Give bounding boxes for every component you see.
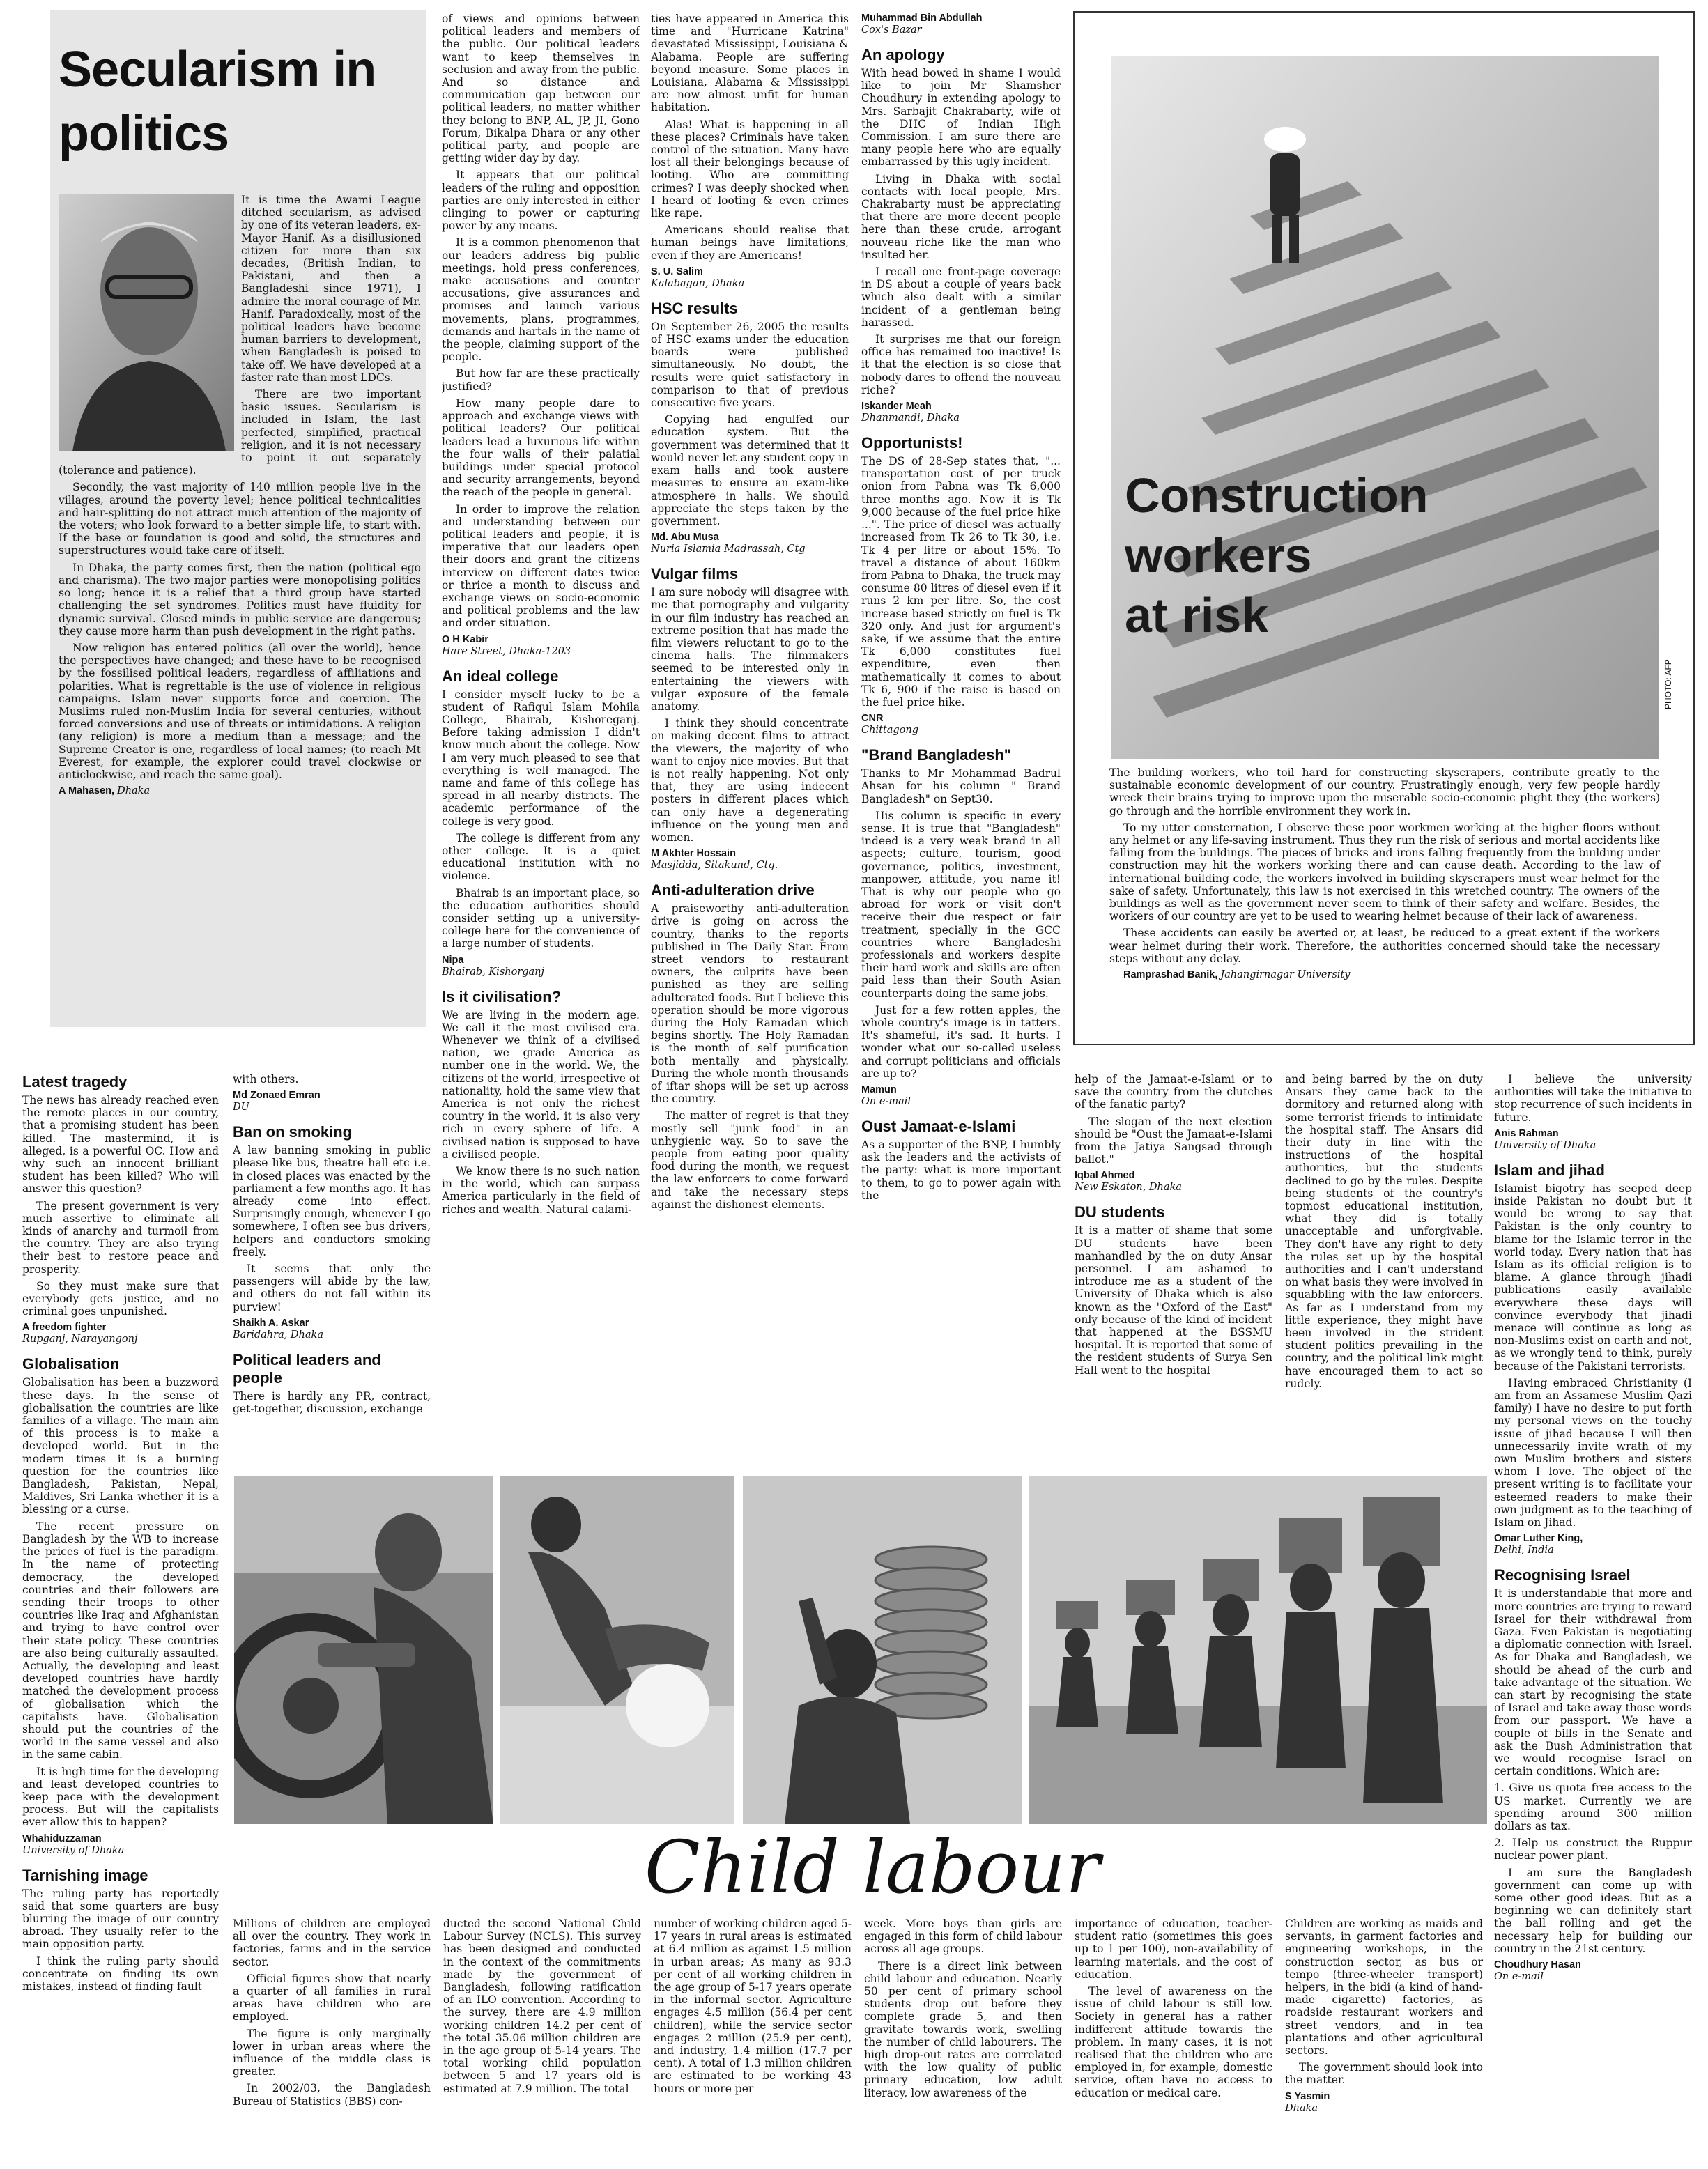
letter-paragraph: A praiseworthy anti-adulteration drive is going on across the country, thanks to the reports published in The Daily Star. From street vendors to restaurant owners, the culprits have been punished as they are selling adulterated foods. But I believe this operation should be more vigorous during the Holy Ramadan which begins shortly. The Holy Ramadan is the month of self purification both mentally and physically. During the whole month thousands of iftar shops will be set up across the country. xyxy=(651,902,849,1106)
letter-signature: Nipa xyxy=(442,954,464,966)
letter-paragraph: It appears that our political leaders of the ruling and opposition parties are only interested in either clinging to power or capturing power by any means. xyxy=(442,169,640,233)
child-labour-title: Child labour xyxy=(645,1825,1100,1910)
letter-paragraph: Bhairab is an important place, so the education authorities should consider setting up a university-college here for the convenience of a large number of students. xyxy=(442,886,640,950)
letter-paragraph: The ruling party has reportedly said that some quarters are busy blurring the image of our country abroad. They usually refer to the main opposition party. xyxy=(22,1887,219,1951)
letters-column-5 xyxy=(861,13,1061,1434)
letter-paragraph: With head bowed in shame I would like to join Mr Shamsher Choudhury in extending apology to Mrs. Sarbajit Chakrabarty, wife of the DHC of Indian High Commission. I am sure there are many people here who are equally embarrassed by this ugly incident. xyxy=(861,67,1061,169)
letter-paragraph: We know there is no such nation in the world, which can surpass America particularly in the field of riches and wealth. Natural calami- xyxy=(442,1165,640,1216)
letter-paragraph: His column is specific in every sense. It is true that "Bangladesh" indeed is a very weak brand in all aspects; culture, tourism, good governance, politics, investment, manpower, attitude, you name it! That is why our people who go abroad for work or visit don't receive their due respect or fair treatment, specially in the GCC countries where Bangladeshi professionals and workers despite their hard work and skills are often paid less than their South Asian counterparts doing the same jobs. xyxy=(861,809,1061,1000)
letter-location: Kalabagan, Dhaka xyxy=(651,277,745,289)
child-labour-photo-2 xyxy=(500,1476,734,1824)
letter-paragraph: It surprises me that our foreign office has remained too inactive! Is it that the election is so close that nobody dares to offend the nouveau riche? xyxy=(861,333,1061,396)
letter-location: Dhanmandi, Dhaka xyxy=(861,412,960,424)
letter-paragraph: I think they should concentrate on making decent films to attract the viewers, the majority of who want to enjoy nice movies. But that is not really happening. Not only that, they are using indecent posters in different places which can only have a degenerating influence on the young men and women. xyxy=(651,717,849,844)
letter-paragraph: How many people dare to approach and exchange views with political leaders? Our political leaders lead a luxurious life within the four walls of their palatial buildings under special protocol and security arrangements, beyond the reach of the people in general. xyxy=(442,396,640,499)
letter-paragraph: I am sure the Bangladesh government can come up with some other good ideas. But as a beginning we can definitely start the ball rolling and get the necessary help for building our country in the 21st century. xyxy=(1494,1866,1692,1955)
construction-headline-line-1: Construction xyxy=(1125,468,1429,523)
letter-heading: Tarnishing image xyxy=(22,1866,148,1884)
letter-paragraph: The present government is very much assertive to eliminate all kinds of anarchy and turmoil from the country. They are also trying their best to restore peace and prosperity. xyxy=(22,1199,219,1276)
letters-column-7 xyxy=(1494,1073,1692,2167)
secularism-paragraph: There are two important basic issues. Secularism is included in Islam, the last perfected, simplified, practical religion, and it is not necessary to point it out separately (tolerance and patience). xyxy=(59,388,421,477)
letter-signature: S. U. Salim xyxy=(651,265,703,277)
letter-heading: Political leaders and people xyxy=(233,1350,381,1387)
construction-box xyxy=(1073,11,1695,1045)
letter-paragraph: Having embraced Christianity (I am from an Assamese Muslim Qazi family) I have no desire to put forth my personal views on the touchy issue of jihad because I will then unnecessarily invite wrath of my own Muslim brothers and sisters whom I love. The object of the present writing is to facilitate your esteemed readers to make their own judgment as to the teaching of Islam on Jihad. xyxy=(1494,1376,1692,1529)
letter-paragraph: 1. Give us quota free access to the US market. Currently we are spending around 300 million dollars as tax. xyxy=(1494,1782,1692,1832)
child-labour-paragraph: The level of awareness on the issue of child labour is still low. Society in general has a rather indifferent attitude towards the problem. In many cases, it is not realised that the children who are employed in, for example, domestic service, often have no access to education or medical care. xyxy=(1075,1985,1272,2099)
letter-paragraph: and being barred by the on duty Ansars they came back to the dormitory and returned along with some terrorist friends to intimidate the hospital staff. The Ansars did their duty in line with the instructions of the hospital authorities, but the students declined to go by the rules. Despite being students of the country's topmost educational institution, what they did is totally unacceptable and unforgivable. They don't have any right to defy the rules set up by the hospital authorities and I can't understand on what basis they were involved in squabbling with the law enforcers. As far as I understand from my little experience, they might have been involved in the strident student politics prevailing in the country, and the political link might have encouraged them to act so rudely. xyxy=(1285,1073,1483,1390)
letter-signature: Md. Abu Musa xyxy=(651,532,719,543)
construction-paragraph: To my utter consternation, I observe these poor workmen working at the higher floors without any helmet or any life-saving instrument. Thus they run the risk of serious and mortal accidents like falling from the buildings. The pieces of bricks and irons falling frequently from the building under construction may hit the workers working there and can cause death. According to the law of international building code, the workers involved in building skyscrapers must wear helmet for the sake of safety. Unfortunately, this law is not exercised in this wretched country. The owners of the buildings as well as the government never seem to think of their safety and welfare. Besides, the workers of our country are yet to be used to wearing helmet because of their lack of awareness. xyxy=(1109,821,1660,923)
letter-paragraph: The DS of 28-Sep states that, "... transportation cost of per truck onion from Pabna was Tk 6,000 three months ago. Now it is Tk 9,000 because of the fuel price hike ...". The price of diesel was actually increased from Tk 26 to Tk 30, i.e. Tk 4 per litre or about 15%. To travel a distance of about 160km from Pabna to Dhaka, the truck may consume 80 litres of diesel even if it runs 2 km per litre. So, the cost increase based strictly on fuel is Tk 320 only. And just for argument's sake, if we assume that the entire Tk 6,000 constitutes fuel expenditure, even then mathematically it comes to about Tk 6, 900 if the raise is based on the fuel price hike. xyxy=(861,455,1061,709)
child-labour-location: Dhaka xyxy=(1285,2102,1318,2114)
child-labour-paragraph: Children are working as maids and servants, in garment factories and engineering workshops, in the construction sector, as bus or tempo (three-wheeler transport) helpers, in the bidi (a kind of hand-made cigarette) factories, as roadside restaurant workers and street vendors, and in tea plantations and other agricultural sectors. xyxy=(1285,1917,1483,2058)
construction-paragraph: These accidents can easily be averted or, at least, be reduced to a great extent if the workers wear helmet during their work. Therefore, the authorities concerned should take the necessary steps without any delay. xyxy=(1109,927,1660,965)
letter-signature: Omar Luther King, xyxy=(1494,1533,1583,1545)
letter-paragraph: The recent pressure on Bangladesh by the WB to increase the prices of fuel is the paradigm. In the name of protecting democracy, the developed countries and their followers are sending their troops to other countries like Iraq and Afghanistan and trying to have control over their state policy. These countries are also being culturally assaulted. Actually, the developing and least developed countries have hardly matched the development process of globalisation which the capitalists have. Globalisation should put the countries of the world in the same vessel and also in the same cabin. xyxy=(22,1520,219,1761)
letter-paragraph: Living in Dhaka with social contacts with local people, Mrs. Chakrabarty must be appreciating that there are more decent people here than these crude, arrogant nouveau riche like the man who insulted her. xyxy=(861,172,1061,261)
construction-headline xyxy=(1125,465,1429,645)
letter-signature: Md Zonaed Emran xyxy=(233,1090,321,1102)
child-labour-column xyxy=(443,1917,641,2099)
child-labour-column xyxy=(1285,1917,1483,2120)
letter-signature: Iskander Meah xyxy=(861,401,932,412)
letter-heading: Vulgar films xyxy=(651,565,739,583)
child-labour-paragraph: week. More boys than girls are engaged in this form of child labour across all age groups. xyxy=(864,1917,1062,1956)
letter-paragraph: Alas! What is happening in all these places? Criminals have taken control of the situation. Many have lost all their belongings because of looting. Who are committing crimes? I was deeply shocked when I heard of looting & even crimes like rape. xyxy=(651,118,849,220)
letter-location: New Eskaton, Dhaka xyxy=(1075,1182,1182,1194)
child-labour-paragraph: Official figures show that nearly a quarter of all families in rural areas have children who are employed. xyxy=(233,1972,431,2023)
letter-paragraph: I believe the university authorities will take the initiative to stop recurrence of such incidents in future. xyxy=(1494,1073,1692,1124)
letter-location: University of Dhaka xyxy=(22,1844,125,1856)
letter-paragraph: It is high time for the developing and least developed countries to keep pace with the development process. But will the capitalists ever allow this to happen? xyxy=(22,1765,219,1829)
letter-paragraph: Thanks to Mr Mohammad Badrul Ahsan for his column " Brand Bangladesh" on Sept30. xyxy=(861,767,1061,805)
letter-signature: Muhammad Bin Abdullah xyxy=(861,13,983,24)
child-labour-column xyxy=(1075,1917,1272,2104)
letter-signature: M Akhter Hossain xyxy=(651,848,736,860)
secularism-location: Dhaka xyxy=(117,785,151,797)
construction-headline-line-2: workers xyxy=(1125,528,1312,582)
letter-paragraph: There is hardly any PR, contract, get-together, discussion, exchange xyxy=(233,1389,431,1416)
letter-paragraph: Islamist bigotry has seeped deep inside Pakistan no doubt but it would be wrong to say that Pakistan is the only country to blame for the Islamic terror in the world today. Every nation that has Islam as its official religion is to blame. A glance through jihadi publications easily available everywhere these days will convince everybody that jihadi menace will continue as long as non-Muslims exist on earth and not, as we wrongly tend to think, purely because of the Pakistani terrorists. xyxy=(1494,1182,1692,1373)
letter-paragraph: with others. xyxy=(233,1073,299,1086)
letter-paragraph: It is a matter of shame that some DU students have been manhandled by the on duty Ansar personnel. I am ashamed to introduce me as a student of the University of Dhaka which is also known as the "Oxford of the East" only because of the kind of incident that happened at the BSSMU hospital. It is reported that some of the resident students of Surya Sen Hall went to the hospital xyxy=(1075,1224,1272,1377)
letter-paragraph: The news has already reached even the remote places in our country, that a promising student has been killed. The mastermind, it is alleged, is a powerful OC. How and why such an innocent brilliant student has been killed? Who will answer this question? xyxy=(22,1094,219,1196)
letter-location: Chittagong xyxy=(861,725,919,736)
letter-paragraph: Globalisation has been a buzzword these days. In the sense of globalisation the countries are like families of a village. The main aim of this process is to make a developed world. But in the modern times it is a burning question for the countries like Bangladesh, Pakistan, Nepal, Maldives, Sri Lanka whether it is a blessing or a curse. xyxy=(22,1376,219,1516)
letter-location: Cox's Bazar xyxy=(861,24,922,36)
secularism-title: Secularism in politics xyxy=(59,42,376,162)
secularism-paragraph: It is time the Awami League ditched secularism, as advised by one of its veteran leaders, ex-Mayor Hanif. As a disillusioned citizen for more than six decades, (British Indian, to Pakistani, and then a Bangladeshi since 1971), I admire the moral courage of Mr. Hanif. Paradoxically, most of the political leaders have become human barriers to development, when Bangladesh is poised to take off. We have developed at a faster rate than most LDCs. xyxy=(241,194,421,384)
child-labour-paragraph: Millions of children are employed all over the country. They work in factories, farms and in the service sector. xyxy=(233,1917,431,1968)
letter-paragraph: 2. Help us construct the Ruppur nuclear power plant. xyxy=(1494,1837,1692,1862)
secularism-author: A Mahasen, xyxy=(59,785,115,797)
child-labour-paragraph: There is a direct link between child labour and education. Nearly 50 per cent of primary school students drop out before they complete grade 5, and then gravitate towards work, swelling the number of child labourers. The high drop-out rates are correlated with the low quality of public primary education, low adult literacy, low awareness of the xyxy=(864,1959,1062,2099)
letter-paragraph: It is understandable that more and more countries are trying to reward Israel for their withdrawal from Gaza. Even Pakistan is negotiating a diplomatic connection with Israel. As for Dhaka and Bangladesh, we should be ahead of the curb and take advantage of the situation. We can start by recognising the state of Israel and take away those words from our passport. We have a couple of bills in the Senate and ask the Bush Administration that we would recognise Israel on certain conditions. Which are: xyxy=(1494,1587,1692,1778)
letter-location: Rupganj, Narayangonj xyxy=(22,1334,138,1345)
secularism-paragraph: In Dhaka, the party comes first, then the nation (political ego and charisma). The two major parties were monopolising politics so long; hence it is a relief that a third group have started challenging the set syndromes. Politics must have fluidity for dynamic survival. Closed minds in public service are dangerous; they cause more harm than push development in the right paths. xyxy=(59,561,421,638)
child-labour-photo-3 xyxy=(743,1476,1022,1824)
letter-signature: Anis Rahman xyxy=(1494,1127,1559,1139)
letter-heading: Oust Jamaat-e-Islami xyxy=(861,1118,1016,1136)
child-labour-paragraph: importance of education, teacher-student ratio (sometimes this goes up to 1 per 100), non-availability of learning materials, and the cost of education. xyxy=(1075,1917,1272,1981)
construction-photo xyxy=(1111,56,1659,759)
child-labour-photo-4 xyxy=(1029,1476,1487,1824)
letter-paragraph: I recall one front-page coverage in DS about a couple of years back which also dealt with a similar incident of a gentleman being harassed. xyxy=(861,265,1061,329)
letter-paragraph: So they must make sure that everybody gets justice, and no criminal goes unpunished. xyxy=(22,1279,219,1318)
letter-paragraph: I am sure nobody will disagree with me that pornography and vulgarity in our film industry has reached an extreme position that has made the film viewers reluctant to go to the cinema halls. The filmmakers seemed to be interested only in entertaining the viewers with vulgar exposure of the female anatomy. xyxy=(651,586,849,713)
letters-column-3 xyxy=(442,13,640,1434)
letter-paragraph: In order to improve the relation and understanding between our political leaders and people, it is imperative that our leaders open their doors and grant the citizens interview on different dates twice or thrice a month to discuss and exchange views on socio-economic and political problems and the law and order situation. xyxy=(442,502,640,630)
construction-location: Jahangirnagar University xyxy=(1220,969,1351,981)
letter-heading: DU students xyxy=(1075,1203,1165,1221)
letter-paragraph: help of the Jamaat-e-Islami or to save the country from the clutches of the fanatic party? xyxy=(1075,1073,1272,1111)
child-labour-paragraph: The government should look into the matter. xyxy=(1285,2061,1483,2087)
letters-column-2 xyxy=(233,1073,431,1435)
letter-signature: Iqbal Ahmed xyxy=(1075,1170,1135,1182)
child-labour-photo-1 xyxy=(234,1476,493,1824)
letter-paragraph: The college is different from any other college. It is a quiet educational institution with no violence. xyxy=(442,831,640,883)
letter-paragraph: As a supporter of the BNP, I humbly ask the leaders and the activists of the party: what is more important to them, to go to power again with the xyxy=(861,1138,1061,1202)
letters-column-4 xyxy=(651,13,849,1434)
letter-paragraph: A law banning smoking in public please like bus, theatre hall etc i.e. in closed places was enacted by the parliament a few months ago. It has already come into effect. Surprisingly enough, whenever I go somewhere, I often see bus drivers, helpers and conductors smoking freely. xyxy=(233,1144,431,1258)
letter-signature: Whahiduzzaman xyxy=(22,1832,102,1844)
letter-heading: Latest tragedy xyxy=(22,1073,128,1090)
letters-column-1 xyxy=(22,1073,219,2167)
letter-heading: Opportunists! xyxy=(861,434,963,452)
letters-column-5b xyxy=(1075,1073,1272,1449)
letter-paragraph: On September 26, 2005 the results of HSC exams under the education boards were published simultaneously. No doubt, the results were quiet satisfactory in comparison to that of previous consecutive five years. xyxy=(651,320,849,410)
letter-heading: Globalisation xyxy=(22,1355,120,1373)
letter-location: University of Dhaka xyxy=(1494,1139,1597,1151)
secularism-body xyxy=(59,194,421,797)
secularism-paragraph: Now religion has entered politics (all over the world), hence the perspectives have changed; and these have to be recognised by the fossilised political leaders, regardless of affiliations and polarities. What is regrettable is the use of violence in religious campaigns. Islam never supports force and coercion. The Muslims ruled non-Muslim India for several centuries, without forced conversions and use of threats or intimidations. A religion (any religion) is more a medium than a message; and the Supreme Creator is one, regardless of local names; (to reach Mt Everest, for example, the explorer could travel clockwise or anticlockwise, and reach the same goal). xyxy=(59,641,421,781)
letter-location: Masjidda, Sitakund, Ctg. xyxy=(651,860,778,872)
letter-heading: Anti-adulteration drive xyxy=(651,881,815,900)
construction-paragraph: The building workers, who toil hard for constructing skyscrapers, contribute greatly to the sustainable economic development of our country. Frustratingly enough, very few people hardly wreck their brains trying to improve upon the miserable socio-economic plight they (the workers) go through and the horrible environment they work in. xyxy=(1109,766,1660,817)
letter-location: On e-mail xyxy=(1494,1970,1544,1982)
child-labour-body xyxy=(233,1917,1487,2168)
child-labour-column xyxy=(654,1917,852,2099)
child-labour-column xyxy=(864,1917,1062,2104)
letter-heading: Is it civilisation? xyxy=(442,987,562,1005)
letter-location: Delhi, India xyxy=(1494,1545,1554,1557)
letters-column-6 xyxy=(1285,1073,1483,1449)
letter-location: Hare Street, Dhaka-1203 xyxy=(442,645,571,657)
child-labour-paragraph: ducted the second National Child Labour Survey (NCLS). This survey has been designed and conducted in the context of the commitments made by the government of Bangladesh, following ratification of an ILO convention. According to the survey, there are 4.9 million working children 14.2 per cent of the total 35.06 million children are in the age group of 5-14 years. The total working child population between 5 and 17 years old is estimated at 7.9 million. The total xyxy=(443,1917,641,2095)
letter-location: On e-mail xyxy=(861,1096,911,1108)
secularism-paragraph: Secondly, the vast majority of 140 million people live in the villages, around the poverty level; hence political technicalities and hair-splitting do not attract much attention of the majority of the voters; who look forward to a better simple life, to start with. If the base or foundation is good and solid, the structures and superstructures would take care of itself. xyxy=(59,481,421,557)
letter-heading: "Brand Bangladesh" xyxy=(861,746,1012,764)
letter-signature: CNR xyxy=(861,713,884,725)
letter-signature: O H Kabir xyxy=(442,633,488,645)
letter-location: Baridahra, Dhaka xyxy=(233,1329,323,1341)
letter-signature: Choudhury Hasan xyxy=(1494,1959,1581,1970)
secularism-box xyxy=(50,10,426,1027)
letter-heading: An apology xyxy=(861,46,945,63)
letter-paragraph: It seems that only the passengers will abide by the law, and others do not fall within its purview! xyxy=(233,1263,431,1313)
letter-paragraph: I consider myself lucky to be a student of Rafiqul Islam Mohila College, Bhairab, Kishoreganj. Before taking admission I didn't know much about the college. Now I am very much pleased to see that everything is well managed. The name and fame of this college has spread in all nearby districts. The academic performance of the college is very good. xyxy=(442,688,640,828)
letter-heading: Recognising Israel xyxy=(1494,1566,1631,1584)
letter-location: Nuria Islamia Madrassah, Ctg xyxy=(651,543,806,555)
letter-heading: Ban on smoking xyxy=(233,1123,353,1141)
letter-location: Bhairab, Kishorganj xyxy=(442,966,545,978)
construction-headline-line-3: at risk xyxy=(1125,588,1269,642)
letter-paragraph: I think the ruling party should concentrate on finding its own mistakes, instead of finding fault xyxy=(22,1954,219,1993)
photo-credit: PHOTO: AFP xyxy=(1663,659,1673,709)
letter-paragraph: The slogan of the next election should be "Oust the Jamaat-e-Islami from the Jatiya Sangsad through ballot." xyxy=(1075,1115,1272,1166)
letter-paragraph: But how far are these practically justified? xyxy=(442,367,640,393)
letter-heading: HSC results xyxy=(651,299,738,317)
letter-signature: Mamun xyxy=(861,1084,897,1096)
letter-location: DU xyxy=(233,1102,249,1113)
letter-paragraph: It is a common phenomenon that our leaders address big public meetings, hold press conferences, make accusations and counter accusations, give assurances and promises and launch various movements, plans, programmes, demands and hartals in the name of the people, claiming support of the people. xyxy=(442,236,640,364)
letter-paragraph: The matter of regret is that they mostly sell "junk food" in an unhygienic way. So to save the people from eating poor quality food during the month, we request the law enforcers to come forward and take the necessary steps against the dishonest elements. xyxy=(651,1109,849,1211)
letter-signature: Shaikh A. Askar xyxy=(233,1317,309,1329)
child-labour-author: S Yasmin xyxy=(1285,2090,1330,2102)
letter-paragraph: Just for a few rotten apples, the whole country's image is in tatters. It's shameful, it's sad. It hurts. I wonder what our so-called useless and corrupt politicians and officials are up to? xyxy=(861,1003,1061,1080)
letter-paragraph: Americans should realise that human beings have limitations, even if they are Americans! xyxy=(651,224,849,262)
letter-heading: An ideal college xyxy=(442,667,559,685)
letter-paragraph: of views and opinions between political leaders and members of the public. Our political leaders want to keep themselves in seclusion and away from the public. And so distance and communication gap between our political leaders, no matter whither they belong to BNP, AL, JP, JI, Gono Forum, Bikalpa Dhara or any other political party, and people are getting wider day by day. xyxy=(442,13,640,165)
letter-heading: Islam and jihad xyxy=(1494,1161,1605,1179)
child-labour-paragraph: The figure is only marginally lower in urban areas where the influence of the middle class is greater. xyxy=(233,2027,431,2078)
letter-paragraph: We are living in the modern age. We call it the most civilised era. Whenever we think of a civilised nation, we grade America as number one in the world. We, the citizens of the world, irrespective of nationality, hold the same view that America is not only the richest country in the world, it is also very rich in every sphere of life. A civilised nation is supposed to have a civilised people. xyxy=(442,1008,640,1161)
child-labour-paragraph: In 2002/03, the Bangladesh Bureau of Statistics (BBS) con- xyxy=(233,2082,431,2108)
construction-author: Ramprashad Banik, xyxy=(1123,969,1218,981)
construction-body xyxy=(1109,766,1660,981)
letter-paragraph: Copying had engulfed our education system. But the government was determined that it would never let any student copy in exam halls and took austere measures to ensure an exam-like atmosphere in halls. We should appreciate the steps taken by the government. xyxy=(651,413,849,527)
letter-paragraph: ties have appeared in America this time and "Hurricane Katrina" devastated Mississippi, Louisiana & Alabama. People are suffering beyond measure. Some places in Louisiana, Alabama & Mississippi are now almost unfit for human habitation. xyxy=(651,13,849,114)
child-labour-column xyxy=(233,1917,431,2112)
letter-signature: A freedom fighter xyxy=(22,1322,107,1334)
child-labour-paragraph: number of working children aged 5-17 years in rural areas is estimated at 6.4 million as against 1.5 million in urban areas; As many as 93.3 per cent of all working children in the age group of 5-17 years operate in the informal sector. Agriculture engages 4.5 million (56.4 per cent children), while the service sector engages 2 million (25.9 per cent), and industry, 1.4 million (17.7 per cent). A total of 1.3 million children are estimated to be working 43 hours or more per xyxy=(654,1917,852,2095)
